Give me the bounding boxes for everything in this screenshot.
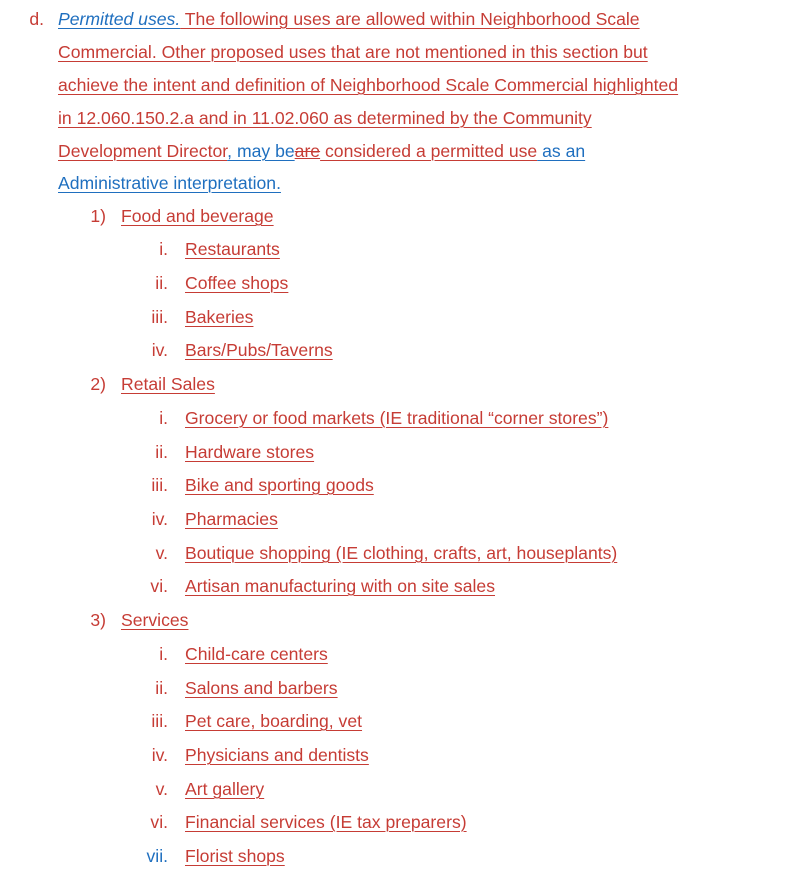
list-item: Art gallery [185, 779, 265, 799]
item-marker: iii. [151, 711, 168, 731]
list-item: Pet care, boarding, vet [185, 711, 363, 731]
list-item: Financial services (IE tax preparers) [185, 812, 467, 832]
item-marker: v. [155, 543, 168, 563]
intro-text-5b: , may be [227, 141, 295, 161]
item-marker: ii. [155, 442, 168, 462]
item-marker: vi. [150, 812, 168, 832]
list-item: Bakeries [185, 307, 254, 327]
section-title: Permitted uses. [58, 9, 181, 29]
item-marker: iii. [151, 475, 168, 495]
list-item: Bike and sporting goods [185, 475, 374, 495]
item-marker: v. [155, 779, 168, 799]
list-item: Salons and barbers [185, 678, 338, 698]
item-marker: i. [159, 408, 168, 428]
category-marker: 1) [90, 206, 106, 226]
item-marker: iv. [151, 509, 168, 529]
intro-text-5c: considered a permitted use [320, 141, 538, 161]
category-marker: 2) [90, 374, 106, 394]
item-marker: vi. [150, 576, 168, 596]
intro-text-5d: as an [537, 141, 586, 161]
category-label-food: Food and beverage [121, 206, 274, 226]
list-item: Florist shops [185, 846, 285, 866]
category-marker: 3) [90, 610, 106, 630]
intro-line-3: achieve the intent and definition of Neighborhood Scale Commercial highlighted [58, 75, 679, 95]
item-marker: ii. [155, 273, 168, 293]
list-item: Coffee shops [185, 273, 289, 293]
intro-text-5a: Development Director [58, 141, 228, 161]
category-label-retail: Retail Sales [121, 374, 215, 394]
intro-line-6: Administrative interpretation. [58, 173, 281, 193]
list-item: Physicians and dentists [185, 745, 369, 765]
list-item: Grocery or food markets (IE traditional “corner stores”) [185, 408, 609, 428]
list-item: Child-care centers [185, 644, 328, 664]
item-marker: iv. [151, 340, 168, 360]
list-item: Hardware stores [185, 442, 315, 462]
section-marker: d. [29, 9, 44, 29]
list-item: Restaurants [185, 239, 280, 259]
intro-line-4: in 12.060.150.2.a and in 11.02.060 as determined by the Community [58, 108, 592, 128]
list-item: Bars/Pubs/Taverns [185, 340, 333, 360]
item-marker: ii. [155, 678, 168, 698]
item-marker: i. [159, 239, 168, 259]
list-item: Boutique shopping (IE clothing, crafts, art, houseplants) [185, 543, 618, 563]
list-item: Pharmacies [185, 509, 278, 529]
item-marker: i. [159, 644, 168, 664]
item-marker: iii. [151, 307, 168, 327]
intro-line-2: Commercial. Other proposed uses that are not mentioned in this section but [58, 42, 648, 62]
list-item: Artisan manufacturing with on site sales [185, 576, 495, 596]
intro-line-5 [58, 140, 585, 162]
item-marker: iv. [151, 745, 168, 765]
item-marker: vii. [146, 846, 168, 866]
deleted-text: are [294, 141, 321, 161]
category-label-services: Services [121, 610, 189, 630]
intro-line-1 [58, 8, 640, 30]
intro-text-1: The following uses are allowed within Neighborhood Scale [180, 9, 640, 29]
